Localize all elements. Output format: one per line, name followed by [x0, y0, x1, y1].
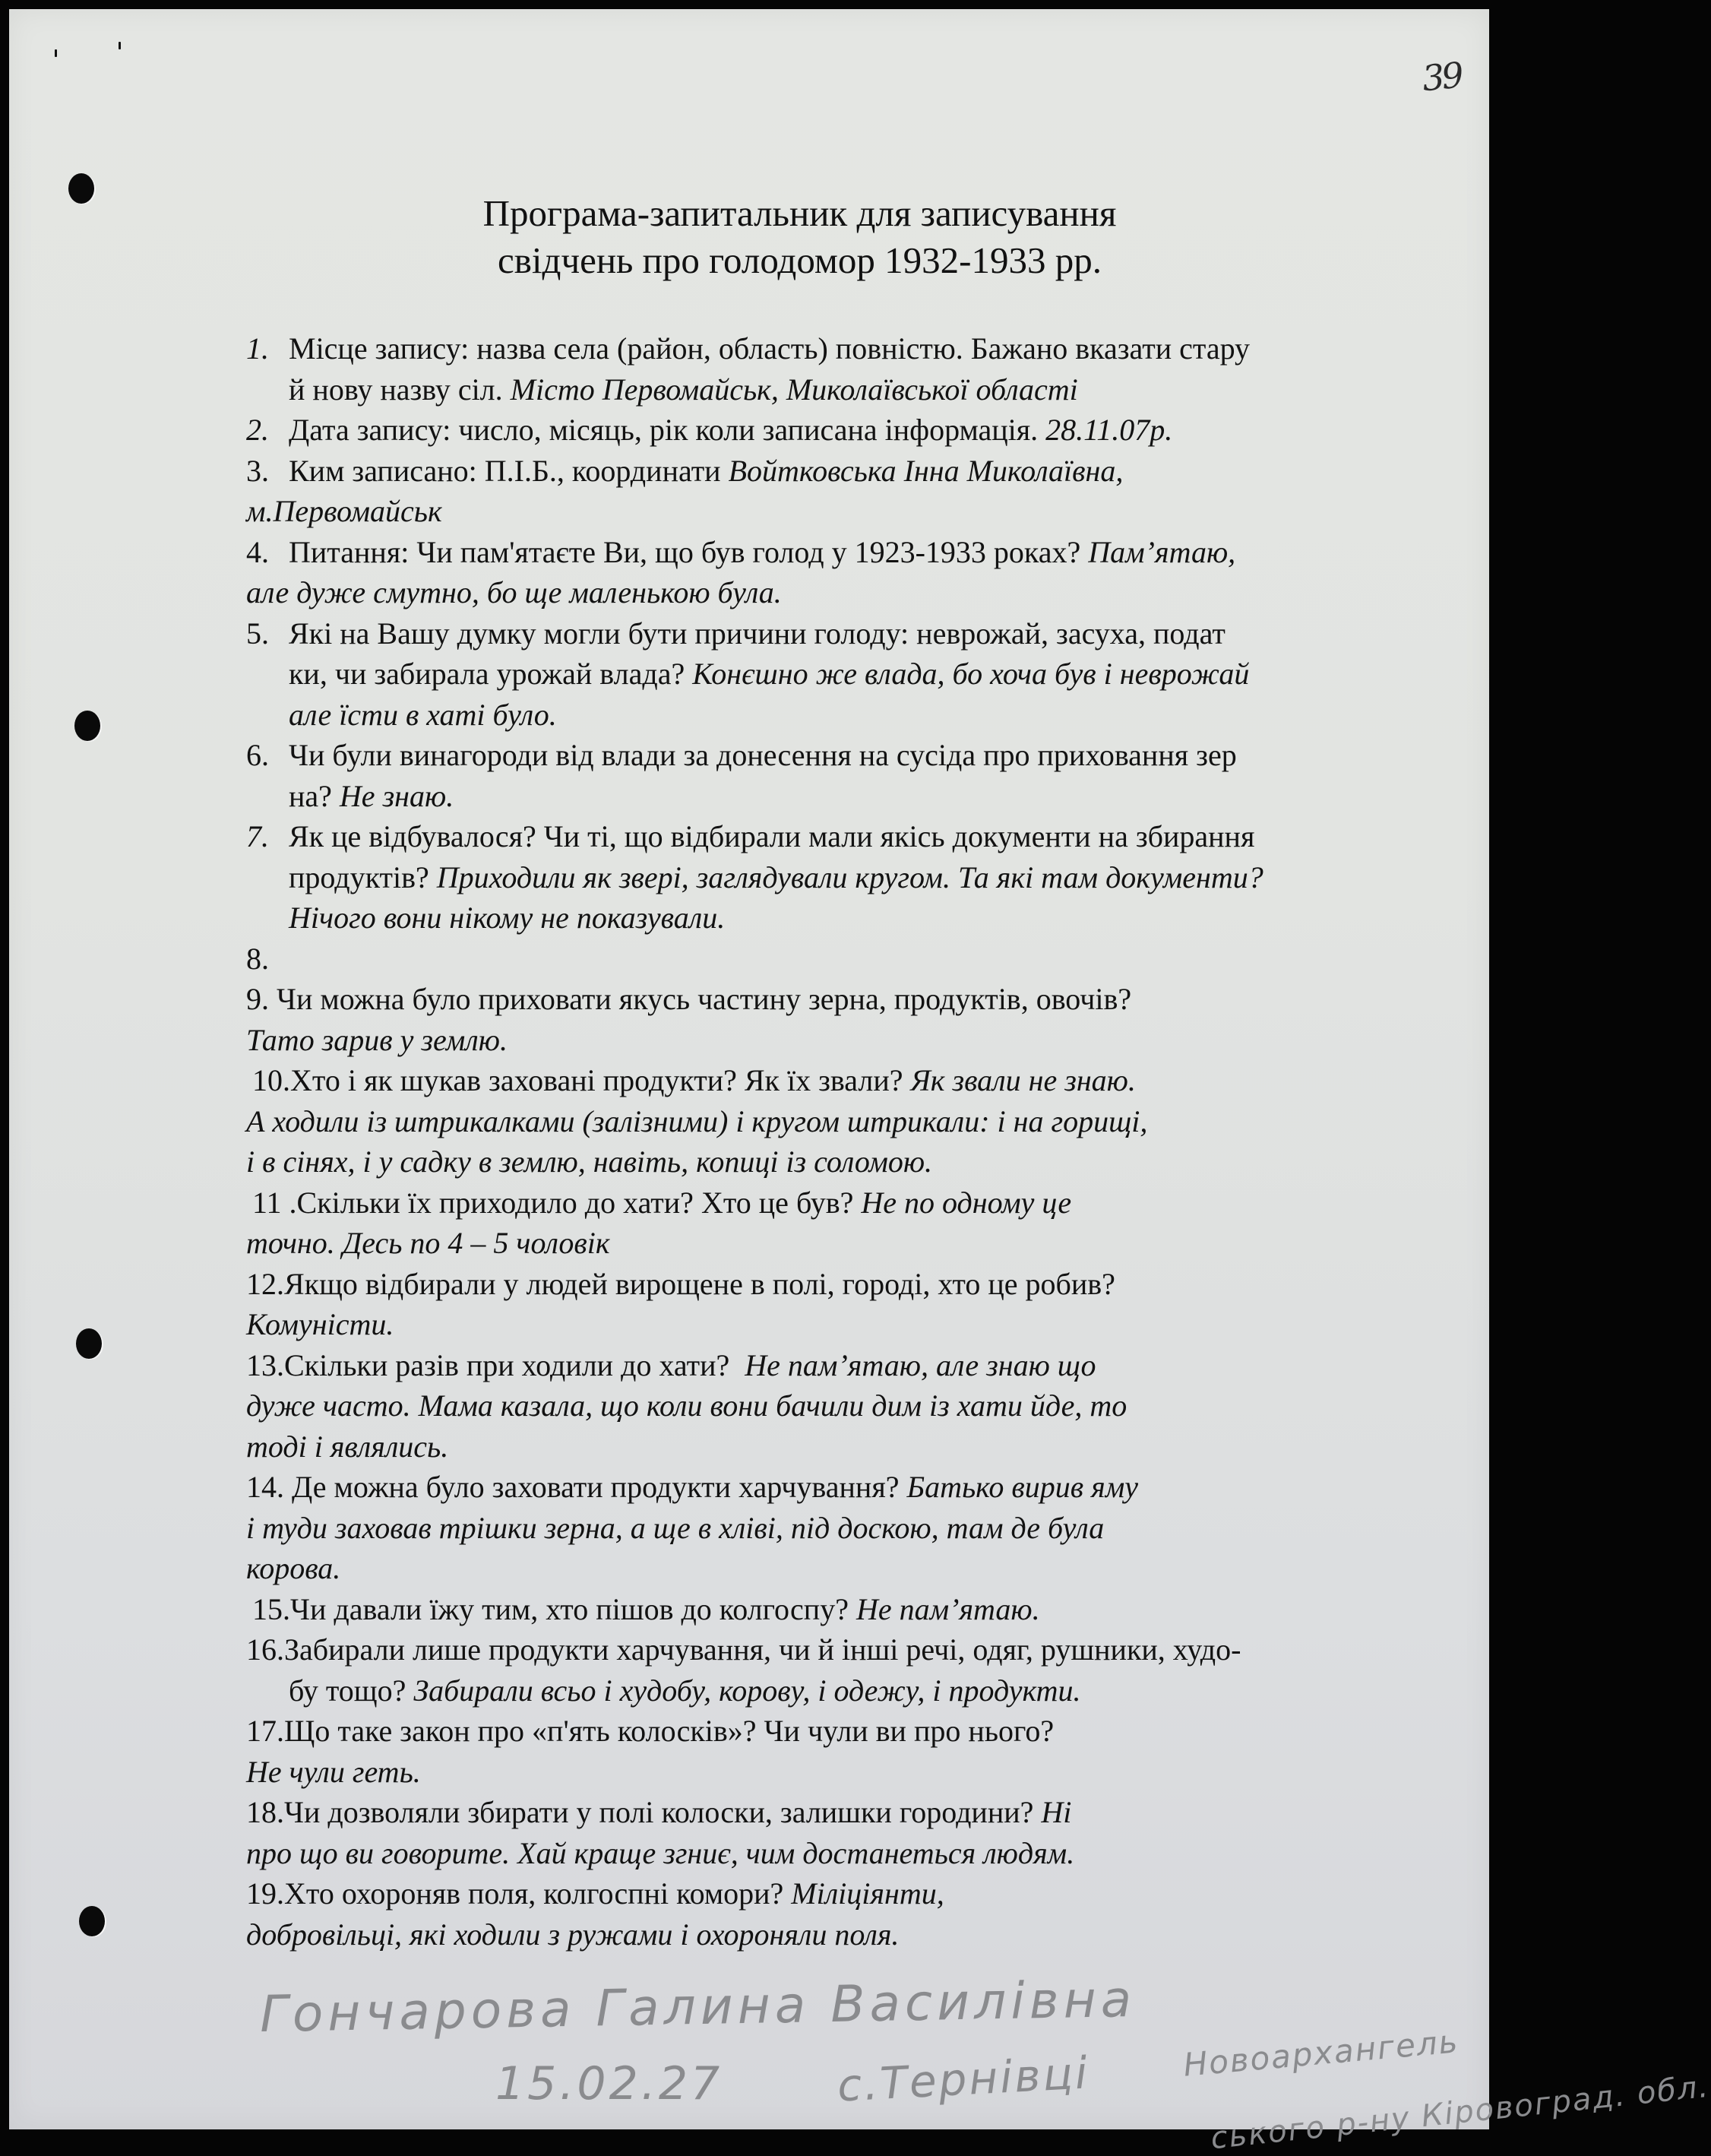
answer-text: дуже часто. Мама казала, що коли вони бачили дим із хати йде, то: [246, 1388, 1127, 1423]
punch-hole: [76, 1328, 102, 1359]
answer-text: Не знаю.: [339, 778, 454, 813]
questionnaire-line: [246, 1304, 1431, 1345]
questionnaire-line: [246, 451, 1431, 492]
item-number: 6.: [246, 738, 269, 772]
questionnaire-line: [246, 1589, 1431, 1630]
question-text: 12.Якщо відбирали у людей вирощене в полі, городі, хто це робив?: [246, 1266, 1115, 1301]
answer-text: Забирали всьо і худобу, корову, і одежу, і продукти.: [413, 1673, 1081, 1708]
answer-text: Не пам’ятаю.: [856, 1591, 1040, 1626]
answer-text: про що ви говорите. Хай краще згниє, чим достанеться людям.: [246, 1835, 1075, 1870]
questionnaire-line: [246, 369, 1431, 410]
questionnaire-line: [246, 1548, 1431, 1589]
question-text: Ким записано: П.І.Б., координати: [289, 453, 729, 488]
questionnaire-line: [246, 654, 1431, 695]
answer-text: Міліціянти,: [791, 1876, 944, 1911]
questionnaire-line: [246, 1752, 1431, 1793]
item-number: 1.: [246, 331, 269, 366]
answer-text: Конєшно же влада, бо хоча був і неврожай: [692, 657, 1250, 691]
questionnaire-line: [246, 328, 1431, 369]
question-text: Дата запису: число, місяць, рік коли записана інформація.: [289, 413, 1046, 447]
scan-speck: [55, 49, 57, 57]
questionnaire-line: [246, 1101, 1431, 1142]
answer-text: Як звали не знаю.: [910, 1063, 1136, 1097]
answer-text: Не по одному це: [861, 1185, 1072, 1220]
question-text: 13.Скільки разів при ходили до хати?: [246, 1347, 745, 1382]
questionnaire-line: [246, 1670, 1431, 1711]
questionnaire-line: [246, 1141, 1431, 1182]
answer-text: А ходили із штрикалками (залізними) і кругом штрикали: і на горищі,: [246, 1103, 1148, 1138]
handwritten-village: с.Тернівці: [836, 2047, 1091, 2112]
answer-text: Не чули геть.: [246, 1754, 421, 1789]
questionnaire-line: [246, 1426, 1431, 1467]
answer-text: Войтковська Інна Миколаївна,: [728, 453, 1124, 488]
answer-text: Батько вирив яму: [906, 1470, 1138, 1504]
item-number: 3.: [246, 453, 269, 488]
question-text: ки, чи забирала урожай влада?: [289, 657, 693, 691]
question-text: 8.: [246, 941, 269, 976]
handwritten-district-line-1: Новоархангель: [1181, 2022, 1461, 2084]
handwritten-birth-date: 15.02.27: [495, 2057, 723, 2110]
scan-speck: [119, 42, 121, 49]
questionnaire-line: [246, 939, 1431, 980]
document-page: [9, 9, 1711, 2156]
questionnaire-line: [246, 1385, 1431, 1426]
question-text: Як це відбувалося? Чи ті, що відбирали мали якісь документи на збирання: [289, 819, 1255, 853]
questionnaire-line: [246, 1873, 1431, 1914]
question-text: й нову назву сіл.: [289, 372, 511, 407]
question-text: 17.Що таке закон про «п'ять колосків»? Чи чули ви про нього?: [246, 1714, 1055, 1748]
answer-text: м.Первомайськ: [246, 494, 442, 528]
answer-text: Ні: [1041, 1795, 1072, 1829]
questionnaire-line: [246, 857, 1431, 898]
questionnaire-line: [246, 1629, 1431, 1670]
question-text: 19.Хто охороняв поля, колгоспні комори?: [246, 1876, 792, 1911]
questionnaire-line: [246, 1345, 1431, 1386]
question-text: на?: [289, 778, 340, 813]
question-text: 10.Хто і як шукав заховані продукти? Як їх звали?: [252, 1063, 911, 1097]
question-text: Питання: Чи пам'ятаєте Ви, що був голод у 1923-1933 роках?: [289, 534, 1089, 569]
questionnaire-line: [246, 1182, 1431, 1224]
answer-text: 28.11.07р.: [1045, 413, 1173, 447]
answer-text: Комуністи.: [246, 1307, 394, 1341]
questionnaire-line: [246, 410, 1431, 451]
questionnaire-line: [246, 1223, 1431, 1264]
title-line-2: свідчень про голодомор 1932-1933 рр.: [498, 239, 1102, 281]
item-number: 4.: [246, 534, 269, 569]
questionnaire-line: [246, 776, 1431, 817]
answer-text: Пам’ятаю,: [1088, 534, 1236, 569]
punch-hole: [74, 711, 100, 741]
questionnaire-line: [246, 572, 1431, 613]
questionnaire-line: [246, 816, 1431, 857]
questionnaire-line: [246, 532, 1431, 573]
questionnaire-line: [246, 898, 1431, 939]
title-line-1: Програма-запитальник для записування: [482, 192, 1117, 234]
punch-hole: [68, 173, 94, 204]
punch-hole: [79, 1906, 105, 1936]
questionnaire-line: [246, 1833, 1431, 1874]
questionnaire-line: [246, 1711, 1431, 1752]
answer-text: корова.: [246, 1551, 341, 1585]
answer-text: тоді і являлись.: [246, 1429, 449, 1464]
questionnaire-line: [246, 1060, 1431, 1101]
question-text: бу тощо?: [289, 1673, 414, 1708]
answer-text: Місто Первомайськ, Миколаївської області: [510, 372, 1078, 407]
answer-text: добровільці, які ходили з ружами і охороняли поля.: [246, 1917, 900, 1952]
question-text: продуктів?: [289, 860, 437, 894]
handwritten-district-line-2: ського р-ну Кіровоград. обл.: [1209, 2069, 1711, 2156]
answer-text: Не пам’ятаю, але знаю що: [745, 1347, 1096, 1382]
questionnaire-line: [246, 1467, 1431, 1508]
questionnaire-line: [246, 491, 1431, 532]
question-text: 18.Чи дозволяли збирати у полі колоски, залишки городини?: [246, 1795, 1042, 1829]
answer-text: Тато зарив у землю.: [246, 1022, 508, 1057]
answer-text: точно. Десь по 4 – 5 чоловік: [246, 1226, 610, 1260]
questionnaire-line: [246, 735, 1431, 776]
answer-text: і в сінях, і у садку в землю, навіть, копиці із соломою.: [246, 1144, 933, 1179]
question-text: 16.Забирали лише продукти харчування, чи й інші речі, одяг, рушники, худо-: [246, 1632, 1241, 1667]
answer-text: але дуже смутно, бо ще маленькою була.: [246, 575, 782, 609]
question-text: Чи були винагороди від влади за донесення на сусіда про приховання зер: [289, 738, 1237, 772]
handwritten-respondent-name: Гончарова Галина Василівна: [259, 1969, 1137, 2044]
questionnaire-line: [246, 1914, 1431, 1955]
question-text: 14. Де можна було заховати продукти харчування?: [246, 1470, 907, 1504]
questionnaire-line: [246, 695, 1431, 736]
question-text: Які на Вашу думку могли бути причини голоду: неврожай, засуха, подат: [289, 616, 1226, 651]
question-text: Місце запису: назва села (район, область) повністю. Бажано вказати стару: [289, 331, 1251, 366]
questionnaire-line: [246, 613, 1431, 654]
question-text: 9. Чи можна було приховати якусь частину зерна, продуктів, овочів?: [246, 982, 1132, 1016]
item-number: 7.: [246, 819, 269, 853]
page-number: 39: [1420, 54, 1463, 100]
answer-text: але їсти в хаті було.: [289, 697, 557, 732]
question-text: 11 .Скільки їх приходило до хати? Хто це був?: [252, 1185, 862, 1220]
answer-text: Нічого вони нікому не показували.: [289, 901, 726, 935]
answer-text: і туди заховав трішки зерна, а ще в хліві, під доскою, там де була: [246, 1510, 1105, 1545]
questionnaire-line: [246, 1020, 1431, 1061]
questionnaire-line: [246, 1508, 1431, 1549]
document-title: [9, 190, 1507, 284]
questionnaire-line: [246, 979, 1431, 1020]
item-number: 2.: [246, 413, 269, 447]
answer-text: Приходили як звері, заглядували кругом. Та які там документи?: [436, 860, 1263, 894]
question-text: 15.Чи давали їжу тим, хто пішов до колгоспу?: [252, 1591, 856, 1626]
item-number: 5.: [246, 616, 269, 651]
questionnaire-body: [246, 328, 1431, 1955]
questionnaire-line: [246, 1792, 1431, 1833]
questionnaire-line: [246, 1264, 1431, 1305]
